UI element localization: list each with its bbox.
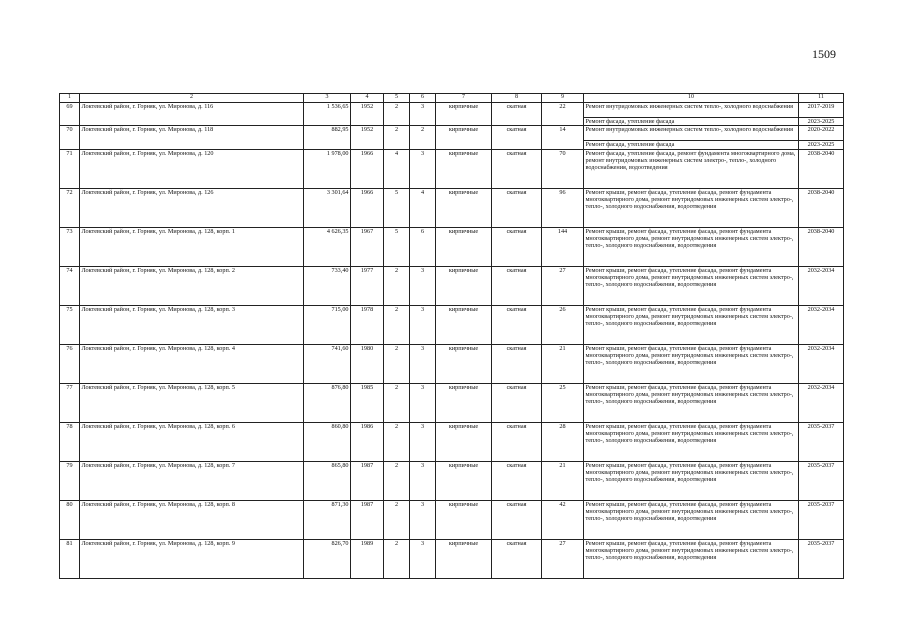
floors-cell: 2 xyxy=(384,500,410,539)
floors-cell: 2 xyxy=(384,126,410,149)
row-number: 80 xyxy=(60,500,80,539)
works-cell: Ремонт крыши, ремонт фасада, утепление фасада, ремонт фундамента многоквартирного дома, ремонт внутридомовых инженерных систем электро-, тепло-, холодного водоснабжения, водоотведения xyxy=(584,344,799,383)
address-cell: Локтевский район, г. Горняк, ул. Миронова, д. 128, корп. 5 xyxy=(80,383,304,422)
floors-cell: 4 xyxy=(384,149,410,188)
works-cell: Ремонт внутридомовых инженерных систем тепло-, холодного водоснабжения xyxy=(584,126,799,141)
period-cell: 2032-2034 xyxy=(799,383,844,422)
roof-type-cell: скатная xyxy=(492,266,542,305)
floors-cell: 2 xyxy=(384,422,410,461)
roof-type-cell: скатная xyxy=(492,383,542,422)
roof-type-cell: скатная xyxy=(492,500,542,539)
table-row xyxy=(60,227,844,266)
residents-cell: 14 xyxy=(542,126,584,149)
wall-material-cell: кирпичные xyxy=(436,103,492,126)
year-cell: 1987 xyxy=(351,500,384,539)
row-number: 77 xyxy=(60,383,80,422)
wall-material-cell: кирпичные xyxy=(436,461,492,500)
residents-cell: 22 xyxy=(542,103,584,126)
housing-registry-table xyxy=(59,93,844,579)
entrances-cell: 3 xyxy=(410,149,436,188)
wall-material-cell: кирпичные xyxy=(436,500,492,539)
works-cell: Ремонт крыши, ремонт фасада, утепление фасада, ремонт фундамента многоквартирного дома, ремонт внутридомовых инженерных систем электро-, тепло-, холодного водоснабжения, водоотведения xyxy=(584,227,799,266)
area-cell: 860,80 xyxy=(304,422,351,461)
roof-type-cell: скатная xyxy=(492,344,542,383)
works-cell: Ремонт крыши, ремонт фасада, утепление фасада, ремонт фундамента многоквартирного дома, ремонт внутридомовых инженерных систем электро-, тепло-, холодного водоснабжения, водоотведения xyxy=(584,500,799,539)
area-cell: 741,60 xyxy=(304,344,351,383)
row-number: 75 xyxy=(60,305,80,344)
entrances-cell: 3 xyxy=(410,344,436,383)
residents-cell: 96 xyxy=(542,188,584,227)
area-cell: 3 301,64 xyxy=(304,188,351,227)
period-cell: 2020-2022 xyxy=(799,126,844,141)
column-number-2: 2 xyxy=(80,94,304,103)
works-cell: Ремонт фасада, утепление фасада xyxy=(584,141,799,149)
address-cell: Локтевский район, г. Горняк, ул. Миронова, д. 128, корп. 4 xyxy=(80,344,304,383)
works-cell: Ремонт внутридомовых инженерных систем тепло-, холодного водоснабжения xyxy=(584,103,799,118)
roof-type-cell: скатная xyxy=(492,149,542,188)
period-cell: 2038-2040 xyxy=(799,227,844,266)
period-cell: 2032-2034 xyxy=(799,266,844,305)
works-cell: Ремонт крыши, ремонт фасада, утепление фасада, ремонт фундамента многоквартирного дома, ремонт внутридомовых инженерных систем электро-, тепло-, холодного водоснабжения, водоотведения xyxy=(584,461,799,500)
address-cell: Локтевский район, г. Горняк, ул. Миронова, д. 128, корп. 9 xyxy=(80,539,304,578)
roof-type-cell: скатная xyxy=(492,539,542,578)
period-cell: 2023-2025 xyxy=(799,118,844,126)
row-number: 81 xyxy=(60,539,80,578)
table-row xyxy=(60,126,844,141)
address-cell: Локтевский район, г. Горняк, ул. Миронова, д. 128, корп. 2 xyxy=(80,266,304,305)
wall-material-cell: кирпичные xyxy=(436,126,492,149)
residents-cell: 25 xyxy=(542,383,584,422)
table-row xyxy=(60,149,844,188)
works-cell: Ремонт фасада, утепление фасада xyxy=(584,118,799,126)
entrances-cell: 3 xyxy=(410,539,436,578)
year-cell: 1987 xyxy=(351,461,384,500)
works-cell: Ремонт крыши, ремонт фасада, утепление фасада, ремонт фундамента многоквартирного дома, ремонт внутридомовых инженерных систем электро-, тепло-, холодного водоснабжения, водоотведения xyxy=(584,422,799,461)
address-cell: Локтевский район, г. Горняк, ул. Миронова, д. 128, корп. 3 xyxy=(80,305,304,344)
entrances-cell: 3 xyxy=(410,305,436,344)
column-number-1: 1 xyxy=(60,94,80,103)
page-number: 1509 xyxy=(812,47,836,61)
row-number: 69 xyxy=(60,103,80,126)
residents-cell: 21 xyxy=(542,344,584,383)
period-cell: 2023-2025 xyxy=(799,141,844,149)
address-cell: Локтевский район, г. Горняк, ул. Миронова, д. 120 xyxy=(80,149,304,188)
column-number-3: 3 xyxy=(304,94,351,103)
column-number-11: 11 xyxy=(799,94,844,103)
entrances-cell: 3 xyxy=(410,103,436,126)
table-body xyxy=(60,94,844,579)
entrances-cell: 6 xyxy=(410,227,436,266)
entrances-cell: 3 xyxy=(410,266,436,305)
floors-cell: 2 xyxy=(384,266,410,305)
row-number: 73 xyxy=(60,227,80,266)
address-cell: Локтевский район, г. Горняк, ул. Миронова, д. 116 xyxy=(80,103,304,126)
column-number-row xyxy=(60,94,844,103)
area-cell: 826,70 xyxy=(304,539,351,578)
residents-cell: 144 xyxy=(542,227,584,266)
floors-cell: 2 xyxy=(384,103,410,126)
residents-cell: 27 xyxy=(542,266,584,305)
residents-cell: 21 xyxy=(542,461,584,500)
entrances-cell: 3 xyxy=(410,461,436,500)
floors-cell: 2 xyxy=(384,461,410,500)
table-row xyxy=(60,539,844,578)
row-number: 70 xyxy=(60,126,80,149)
year-cell: 1977 xyxy=(351,266,384,305)
roof-type-cell: скатная xyxy=(492,305,542,344)
row-number: 72 xyxy=(60,188,80,227)
area-cell: 4 626,35 xyxy=(304,227,351,266)
year-cell: 1980 xyxy=(351,344,384,383)
year-cell: 1989 xyxy=(351,539,384,578)
year-cell: 1967 xyxy=(351,227,384,266)
works-cell: Ремонт крыши, ремонт фасада, утепление фасада, ремонт фундамента многоквартирного дома, ремонт внутридомовых инженерных систем электро-, тепло-, холодного водоснабжения, водоотведения xyxy=(584,188,799,227)
row-number: 74 xyxy=(60,266,80,305)
year-cell: 1966 xyxy=(351,188,384,227)
works-cell: Ремонт фасада, утепление фасада, ремонт фундамента многоквартирного дома, ремонт внутридомовых инженерных систем электро-, тепло-, холодного водоснабжения, водоотведения xyxy=(584,149,799,188)
roof-type-cell: скатная xyxy=(492,103,542,126)
entrances-cell: 4 xyxy=(410,188,436,227)
column-number-6: 6 xyxy=(410,94,436,103)
column-number-4: 4 xyxy=(351,94,384,103)
residents-cell: 28 xyxy=(542,422,584,461)
area-cell: 733,40 xyxy=(304,266,351,305)
wall-material-cell: кирпичные xyxy=(436,266,492,305)
area-cell: 1 978,00 xyxy=(304,149,351,188)
wall-material-cell: кирпичные xyxy=(436,383,492,422)
period-cell: 2032-2034 xyxy=(799,344,844,383)
residents-cell: 26 xyxy=(542,305,584,344)
entrances-cell: 3 xyxy=(410,422,436,461)
works-cell: Ремонт крыши, ремонт фасада, утепление фасада, ремонт фундамента многоквартирного дома, ремонт внутридомовых инженерных систем электро-, тепло-, холодного водоснабжения, водоотведения xyxy=(584,383,799,422)
floors-cell: 2 xyxy=(384,539,410,578)
address-cell: Локтевский район, г. Горняк, ул. Миронова, д. 118 xyxy=(80,126,304,149)
residents-cell: 27 xyxy=(542,539,584,578)
floors-cell: 2 xyxy=(384,344,410,383)
column-number-9: 9 xyxy=(542,94,584,103)
row-number: 76 xyxy=(60,344,80,383)
address-cell: Локтевский район, г. Горняк, ул. Миронова, д. 128, корп. 7 xyxy=(80,461,304,500)
row-number: 78 xyxy=(60,422,80,461)
wall-material-cell: кирпичные xyxy=(436,344,492,383)
year-cell: 1952 xyxy=(351,126,384,149)
table-row xyxy=(60,383,844,422)
roof-type-cell: скатная xyxy=(492,126,542,149)
area-cell: 715,00 xyxy=(304,305,351,344)
area-cell: 865,80 xyxy=(304,461,351,500)
year-cell: 1952 xyxy=(351,103,384,126)
table-row xyxy=(60,344,844,383)
roof-type-cell: скатная xyxy=(492,422,542,461)
period-cell: 2035-2037 xyxy=(799,539,844,578)
period-cell: 2035-2037 xyxy=(799,422,844,461)
works-cell: Ремонт крыши, ремонт фасада, утепление фасада, ремонт фундамента многоквартирного дома, ремонт внутридомовых инженерных систем электро-, тепло-, холодного водоснабжения, водоотведения xyxy=(584,305,799,344)
table-row xyxy=(60,422,844,461)
year-cell: 1966 xyxy=(351,149,384,188)
residents-cell: 42 xyxy=(542,500,584,539)
works-cell: Ремонт крыши, ремонт фасада, утепление фасада, ремонт фундамента многоквартирного дома, ремонт внутридомовых инженерных систем электро-, тепло-, холодного водоснабжения, водоотведения xyxy=(584,539,799,578)
floors-cell: 2 xyxy=(384,305,410,344)
year-cell: 1985 xyxy=(351,383,384,422)
roof-type-cell: скатная xyxy=(492,188,542,227)
floors-cell: 5 xyxy=(384,227,410,266)
column-number-10: 10 xyxy=(584,94,799,103)
year-cell: 1978 xyxy=(351,305,384,344)
address-cell: Локтевский район, г. Горняк, ул. Миронова, д. 128, корп. 1 xyxy=(80,227,304,266)
works-cell: Ремонт крыши, ремонт фасада, утепление фасада, ремонт фундамента многоквартирного дома, ремонт внутридомовых инженерных систем электро-, тепло-, холодного водоснабжения, водоотведения xyxy=(584,266,799,305)
floors-cell: 2 xyxy=(384,383,410,422)
table-row xyxy=(60,188,844,227)
wall-material-cell: кирпичные xyxy=(436,422,492,461)
address-cell: Локтевский район, г. Горняк, ул. Миронова, д. 128, корп. 6 xyxy=(80,422,304,461)
roof-type-cell: скатная xyxy=(492,227,542,266)
period-cell: 2038-2040 xyxy=(799,149,844,188)
wall-material-cell: кирпичные xyxy=(436,227,492,266)
address-cell: Локтевский район, г. Горняк, ул. Миронова, д. 128, корп. 8 xyxy=(80,500,304,539)
entrances-cell: 3 xyxy=(410,500,436,539)
residents-cell: 70 xyxy=(542,149,584,188)
wall-material-cell: кирпичные xyxy=(436,305,492,344)
wall-material-cell: кирпичные xyxy=(436,188,492,227)
year-cell: 1986 xyxy=(351,422,384,461)
period-cell: 2032-2034 xyxy=(799,305,844,344)
area-cell: 876,80 xyxy=(304,383,351,422)
period-cell: 2035-2037 xyxy=(799,500,844,539)
column-number-5: 5 xyxy=(384,94,410,103)
entrances-cell: 2 xyxy=(410,126,436,149)
table-row xyxy=(60,461,844,500)
area-cell: 1 536,65 xyxy=(304,103,351,126)
floors-cell: 5 xyxy=(384,188,410,227)
table-row xyxy=(60,103,844,118)
table-row xyxy=(60,266,844,305)
address-cell: Локтевский район, г. Горняк, ул. Миронова, д. 126 xyxy=(80,188,304,227)
entrances-cell: 3 xyxy=(410,383,436,422)
period-cell: 2038-2040 xyxy=(799,188,844,227)
area-cell: 882,95 xyxy=(304,126,351,149)
roof-type-cell: скатная xyxy=(492,461,542,500)
row-number: 79 xyxy=(60,461,80,500)
table-row xyxy=(60,305,844,344)
wall-material-cell: кирпичные xyxy=(436,539,492,578)
area-cell: 871,30 xyxy=(304,500,351,539)
period-cell: 2017-2019 xyxy=(799,103,844,118)
column-number-8: 8 xyxy=(492,94,542,103)
row-number: 71 xyxy=(60,149,80,188)
column-number-7: 7 xyxy=(436,94,492,103)
period-cell: 2035-2037 xyxy=(799,461,844,500)
table-row xyxy=(60,500,844,539)
wall-material-cell: кирпичные xyxy=(436,149,492,188)
